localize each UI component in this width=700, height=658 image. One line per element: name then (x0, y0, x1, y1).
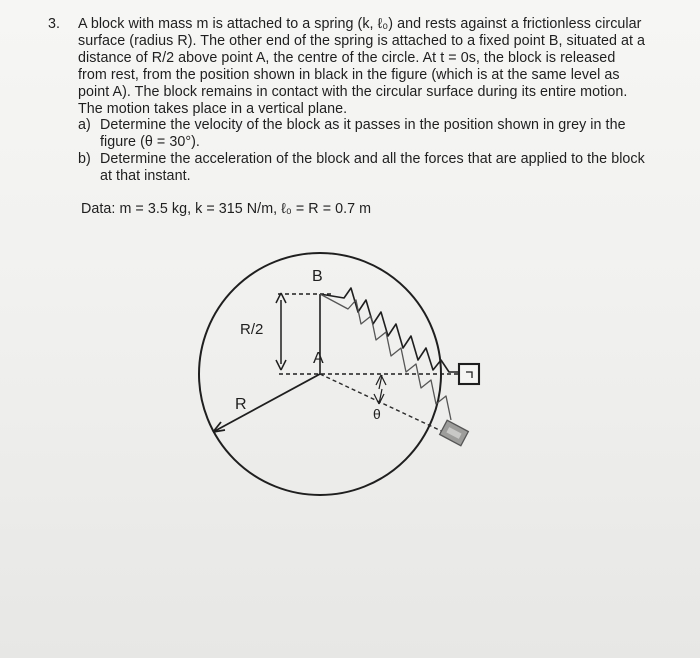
part-b-label: b) (78, 151, 91, 168)
radius-line (213, 374, 320, 432)
radius-label: R (235, 396, 247, 413)
black-block (459, 364, 479, 384)
data-line: Data: m = 3.5 kg, k = 315 N/m, ℓ₀ = R = 0.7 m (81, 201, 372, 218)
grey-block-group (440, 420, 469, 445)
problem-statement: A block with mass m is attached to a spring (k, ℓ₀) and rests against a frictionless circular surface (radius R). The other end of the spring is attached to a fixed point B, situated at a distance of R/2 above point A, the centre of the circle. At t = 0s, the block is released from rest, from the position shown in black in the figure (which is at the same level as point A). The block remains in contact with the circular surface during its entire motion. The motion takes place in a vertical plane. (78, 16, 646, 117)
part-a-text: Determine the velocity of the block as it passes in the position shown in grey in the figure (θ = 30°). (100, 117, 626, 151)
part-b-text: Determine the acceleration of the block and all the forces that are applied to the block at that instant. (100, 151, 645, 185)
point-a-label: A (313, 350, 324, 367)
problem-number: 3. (48, 16, 61, 32)
angle-label: θ (373, 406, 381, 422)
point-b-label: B (312, 268, 323, 285)
half-radius-label: R/2 (240, 321, 264, 338)
part-a-label: a) (78, 117, 91, 134)
grey-spring (320, 294, 451, 420)
